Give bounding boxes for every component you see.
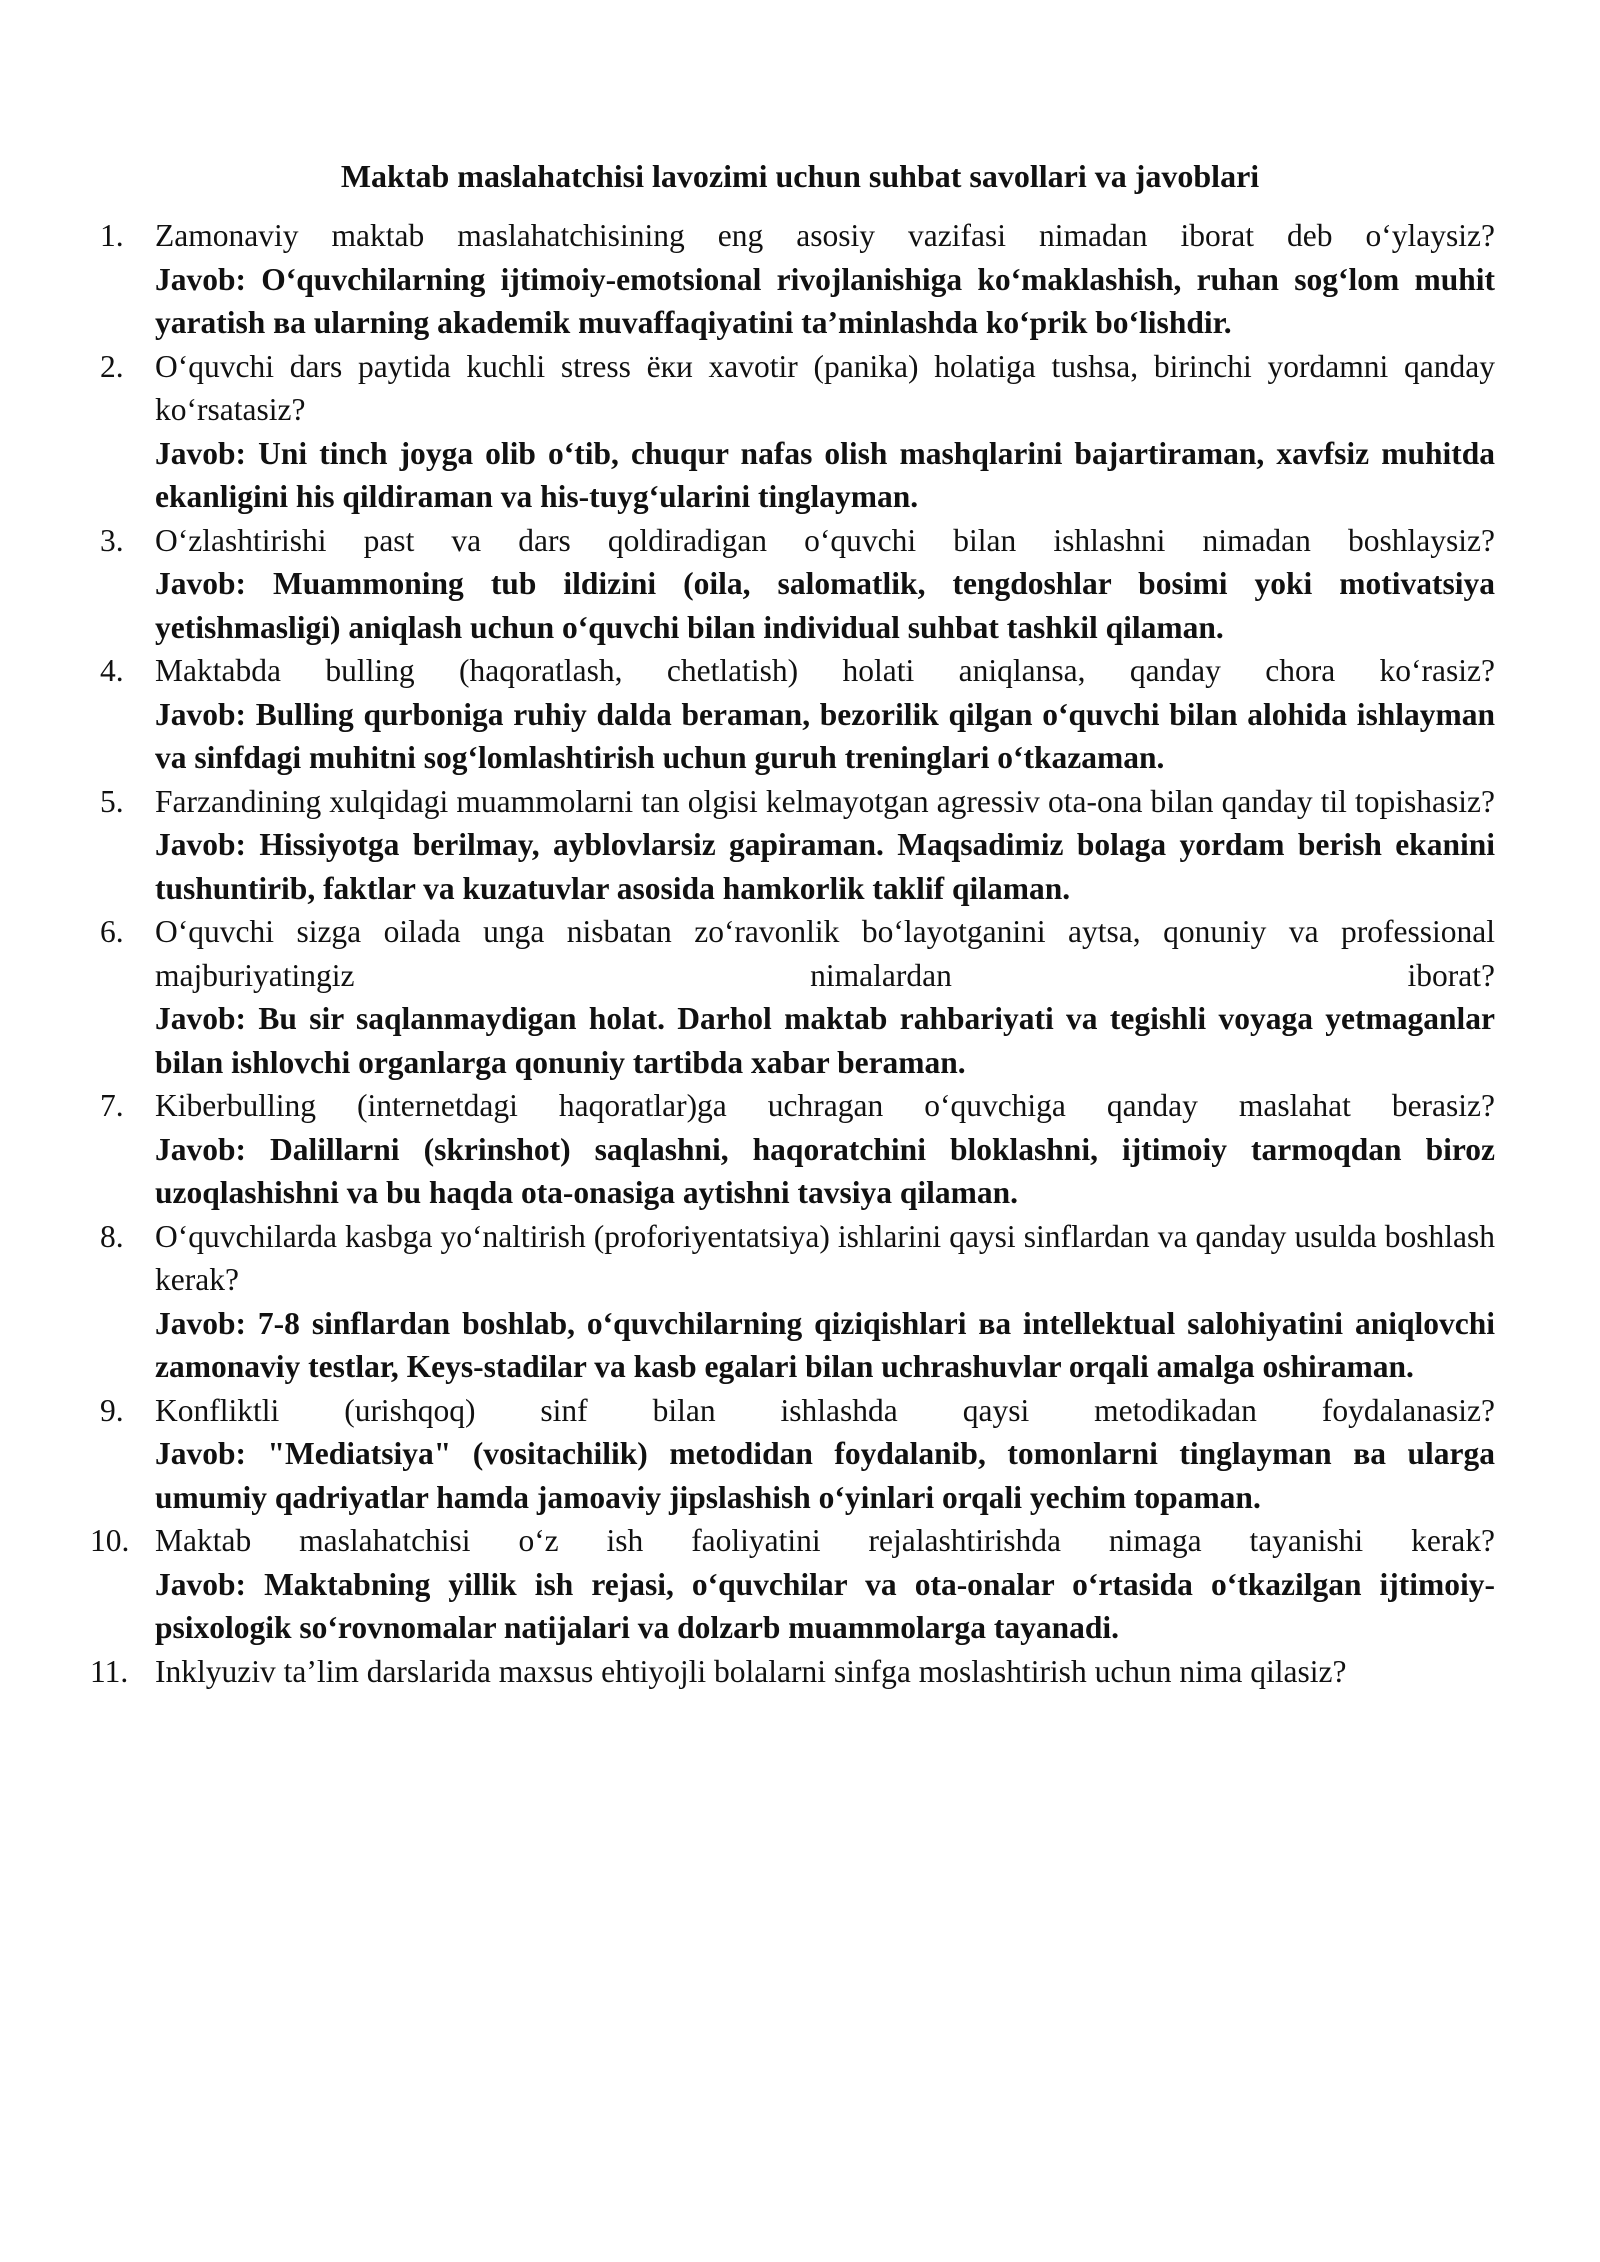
answer-text: Javob: Maktabning yillik ish rejasi, o‘quvchilar va ota-onalar o‘rtasida o‘tkazilgan ijtimoiy-psixologik so‘rovnomalar natijalari va dolzarb muammolarga tayanadi. [155,1566,1495,1645]
item-number: 8. [100,1218,124,1254]
question-text: Konfliktli (urishqoq) sinf bilan ishlashda qaysi metodikadan foydalanasiz? [155,1392,1495,1428]
item-number: 3. [100,522,124,558]
list-item [100,1084,1495,1215]
answer-text: Javob: Hissiyotga berilmay, ayblovlarsiz gapiraman. Maqsadimiz bolaga yordam berish ekanini tushuntirib, faktlar va kuzatuvlar asosida hamkorlik taklif qilaman. [155,827,1495,906]
answer-text: Javob: Dalillarni (skrinshot) saqlashni, haqoratchini bloklashni, ijtimoiy tarmoqdan biroz uzoqlashishni va bu haqda ota-onasiga aytishni tavsiya qilaman. [155,1131,1495,1210]
item-number: 4. [100,653,124,688]
list-item [100,519,1495,650]
list-item [100,214,1495,345]
item-number: 7. [100,1088,124,1123]
list-item [100,780,1495,911]
answer-text: Javob: 7-8 sinflardan boshlab, o‘quvchilarning qiziqishlari ва intellektual salohiyatini aniqlovchi zamonaviy testlar, Keys-stadilar va kasb egalari bilan uchrashuvlar orqali amalga oshiraman. [155,1305,1495,1384]
item-number: 9. [100,1392,124,1428]
answer-text: Javob: Muammoning tub ildizini (oila, salomatlik, tengdoshlar bosimi yoki motivatsiya yetishmasligi) aniqlash uchun o‘quvchi bilan individual suhbat tashkil qilaman. [155,566,1495,645]
answer-text: Javob: "Mediatsiya" (vositachilik) metodidan foydalanib, tomonlarni tinglayman ва ularga umumiy qadriyatlar hamda jamoaviy jipslashish o‘yinlari orqali yechim topaman. [155,1436,1495,1515]
answer-text: Javob: Bulling qurboniga ruhiy dalda beraman, bezorilik qilgan o‘quvchi bilan alohida ishlayman va sinfdagi muhitni sog‘lomlashtirish uchun guruh treninglari o‘tkazaman. [155,696,1495,775]
list-item [100,1215,1495,1389]
question-text: O‘quvchilarda kasbga yo‘naltirish (proforiyentatsiya) ishlarini qaysi sinflardan va qanday usulda boshlash kerak? [155,1218,1495,1297]
list-item [90,1519,1495,1650]
question-text: Kiberbulling (internetdagi haqoratlar)ga uchragan o‘quvchiga qanday maslahat berasiz? [155,1088,1495,1123]
question-text: O‘quvchi sizga oilada unga nisbatan zo‘ravonlik bo‘layotganini aytsa, qonuniy va professional majburiyatingiz nimalardan iborat? [155,914,1495,993]
question-text: Maktab maslahatchisi o‘z ish faoliyatini rejalashtirishda nimaga tayanishi kerak? [155,1523,1495,1558]
document-title: Maktab maslahatchisi lavozimi uchun suhbat savollari va javoblari [340,158,1260,194]
list-item [100,649,1495,780]
answer-text: Javob: O‘quvchilarning ijtimoiy-emotsional rivojlanishiga ko‘maklashish, ruhan sog‘lom muhit yaratish ва ularning akademik muvaffaqiyatini ta’minlashda ko‘prik bo‘lishdir. [155,261,1495,340]
list-item [100,910,1495,1084]
item-number: 11. [90,1653,129,1689]
answer-text: Javob: Bu sir saqlanmaydigan holat. Darhol maktab rahbariyati va tegishli voyaga yetmaganlar bilan ishlovchi organlarga qonuniy tartibda xabar beraman. [155,1001,1495,1080]
answer-text: Javob: Uni tinch joyga olib o‘tib, chuqur nafas olish mashqlarini bajartiraman, xavfsiz muhitda ekanligini his qildiraman va his-tuyg‘ularini tinglayman. [155,435,1495,514]
question-text: Zamonaviy maktab maslahatchisining eng asosiy vazifasi nimadan iborat deb o‘ylaysiz? [155,218,1495,253]
item-number: 6. [100,914,124,949]
question-list [90,214,1495,1693]
item-number: 1. [100,218,124,253]
question-text: Farzandining xulqidagi muammolarni tan olgisi kelmayotgan agressiv ota-ona bilan qanday til topishasiz? [155,783,1495,819]
question-text: O‘quvchi dars paytida kuchli stress ёки xavotir (panika) holatiga tushsa, birinchi yordamni qanday ko‘rsatasiz? [155,348,1495,427]
list-item [100,1389,1495,1520]
list-item [90,1650,1495,1694]
item-number: 10. [90,1523,130,1558]
question-text: Inklyuziv ta’lim darslarida maxsus ehtiyojli bolalarni sinfga moslashtirish uchun nima qilasiz? [155,1653,1347,1689]
question-text: O‘zlashtirishi past va dars qoldiradigan o‘quvchi bilan ishlashni nimadan boshlaysiz? [155,522,1495,558]
item-number: 5. [100,783,124,819]
list-item [100,345,1495,519]
question-text: Maktabda bulling (haqoratlash, chetlatish) holati aniqlansa, qanday chora ko‘rasiz? [155,653,1495,688]
item-number: 2. [100,348,124,384]
